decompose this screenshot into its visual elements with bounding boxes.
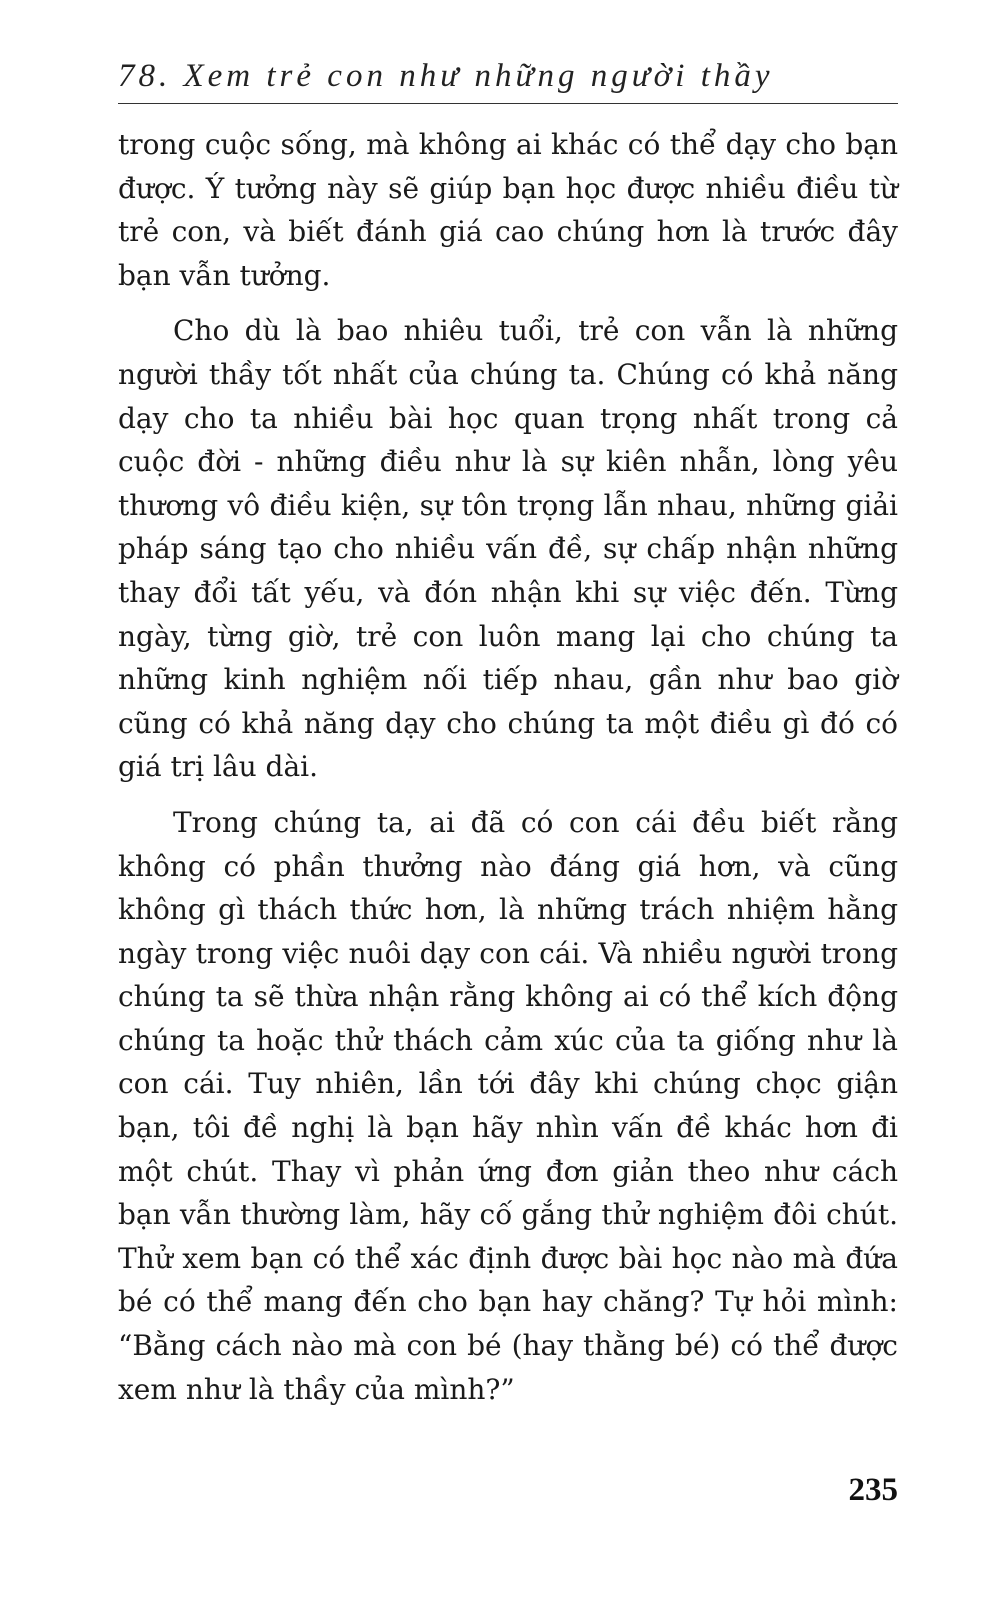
paragraph: Trong chúng ta, ai đã có con cái đều biết rằng không có phần thưởng nào đáng giá hơn, và cũng không gì thách thức hơn, là những trách nhiệm hằng ngày trong việc nuôi dạy con cái. Và nhiều người trong chúng ta sẽ thừa nhận rằng không ai có thể kích động chúng ta hoặc thử thách cảm xúc của ta giống như là con cái. Tuy nhiên, lần tới đây khi chúng chọc giận bạn, tôi đề nghị là bạn hãy nhìn vấn đề khác hơn đi một chút. Thay vì phản ứng đơn giản theo như cách bạn vẫn thường làm, hãy cố gắng thử nghiệm đôi chút. Thử xem bạn có thể xác định được bài học nào mà đứa bé có thể mang đến cho bạn hay chăng? Tự hỏi mình: “Bằng cách nào mà con bé (hay thằng bé) có thể được xem như là thầy của mình?”	[118, 805, 898, 1406]
book-page	[118, 0, 898, 1600]
paragraph-continued: trong cuộc sống, mà không ai khác có thể dạy cho bạn được. Ý tưởng này sẽ giúp bạn học được nhiều điều từ trẻ con, và biết đánh giá cao chúng hơn là trước đây bạn vẫn tưởng.	[118, 128, 898, 292]
page-number: 235	[848, 1472, 898, 1508]
header-rule	[118, 103, 898, 104]
paragraph: Cho dù là bao nhiêu tuổi, trẻ con vẫn là những người thầy tốt nhất của chúng ta. Chúng có khả năng dạy cho ta nhiều bài học quan trọng nhất trong cả cuộc đời - những điều như là sự kiên nhẫn, lòng yêu thương vô điều kiện, sự tôn trọng lẫn nhau, những giải pháp sáng tạo cho nhiều vấn đề, sự chấp nhận những thay đổi tất yếu, và đón nhận khi sự việc đến. Từng ngày, từng giờ, trẻ con luôn mang lại cho chúng ta những kinh nghiệm nối tiếp nhau, gần như bao giờ cũng có khả năng dạy cho chúng ta một điều gì đó có giá trị lâu dài.	[118, 314, 898, 784]
running-head: 78. Xem trẻ con như những người thầy	[118, 58, 774, 94]
body-text	[118, 123, 898, 1411]
